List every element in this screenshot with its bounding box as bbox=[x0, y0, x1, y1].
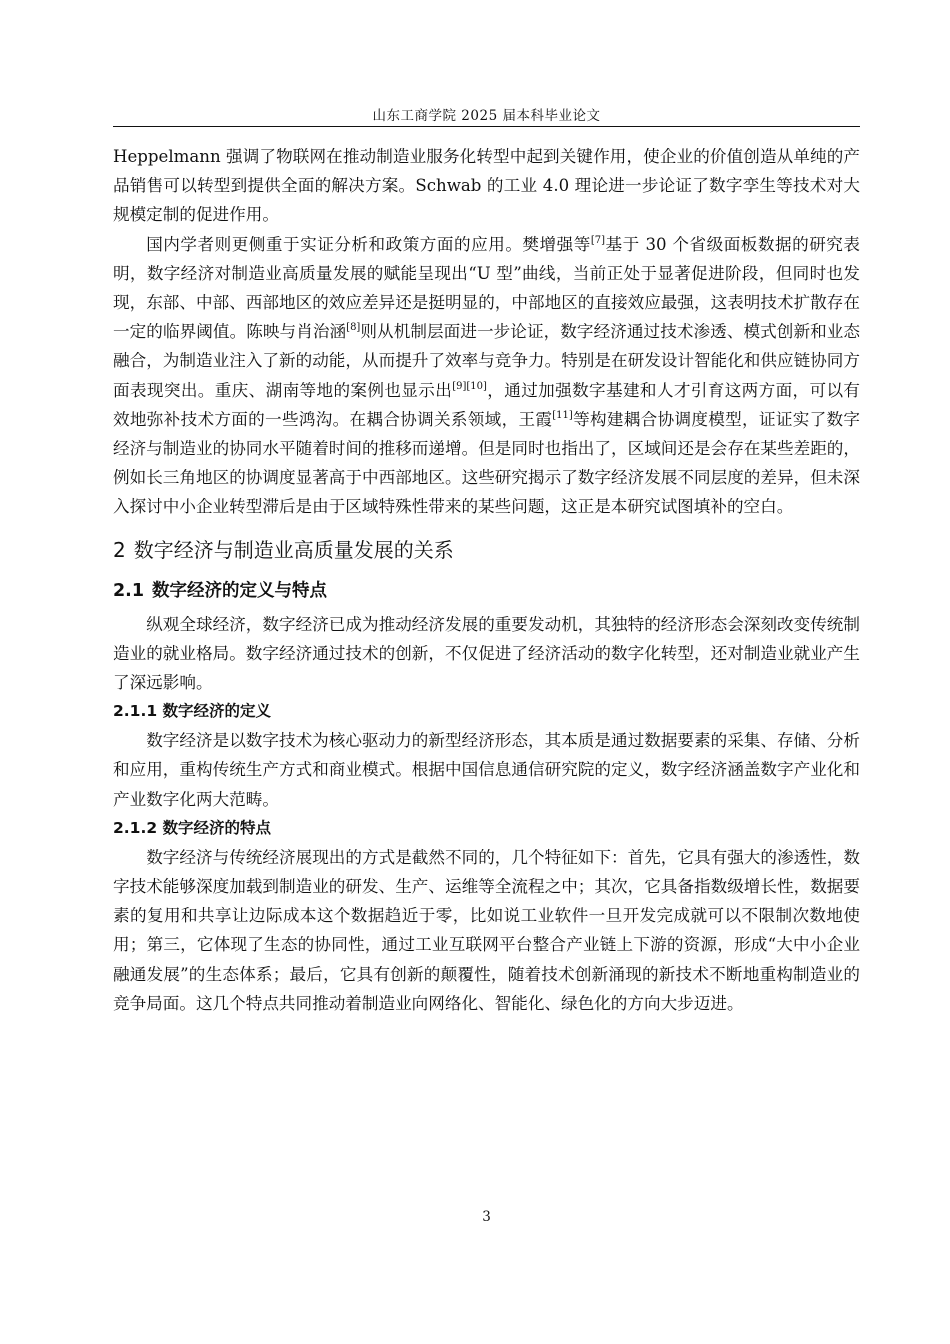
section-title: 数字经济的定义与特点 bbox=[152, 580, 328, 601]
section-2-heading bbox=[113, 530, 860, 570]
section-number: 2 bbox=[113, 537, 126, 562]
section-2-1-heading bbox=[113, 572, 860, 610]
text-run: 等构建耦合协调度模型，证证实了数字经济与制造业的协同水平随着时间的推移而递增。但是同时也指出了，区域间还是会存在某些差距的，例如长三角地区的协调度显著高于中西部地区。这些研究揭示了数字经济发展不同层度的差异，但未深入探讨中小企业转型滞后是由于区域特殊性带来的某些问题，这正是本研究试图填补的空白。 bbox=[113, 409, 861, 517]
text-run: 国内学者则更侧重于实证分析和政策方面的应用。樊增强等 bbox=[146, 234, 591, 254]
text-run: 基于 30 个省级面板数据的研究表明，数字经济对制造业高质量发展的赋能呈现出“U 型”曲线，当前正处于显著促进阶段，但同时也发现，东部、中部、西部地区的效应差异还是挺明显的，中部地区的直接效应最强，这表明技术扩散存在一定的临界阈值。陈映与肖治涵 bbox=[113, 234, 860, 342]
citation-9-10: [9][10] bbox=[452, 380, 487, 392]
text-run: 则从机制层面进一步论证，数字经济通过技术渗透、模式创新和业态融合，为制造业注入了新的动能，从而提升了效率与竞争力。特别是在研发设计智能化和供应链协同方面表现突出。重庆、湖南等地的案例也显示出 bbox=[113, 322, 860, 400]
page-number: 3 bbox=[482, 1209, 491, 1225]
body-content bbox=[113, 142, 860, 1018]
section-number: 2.1 bbox=[113, 580, 145, 601]
section-2-1-2-heading: 2.1.2 数字经济的特点 bbox=[113, 818, 272, 837]
citation-7: [7] bbox=[590, 234, 605, 246]
paragraph-intro-1: Heppelmann 强调了物联网在推动制造业服务化转型中起到关键作用，使企业的价值创造从单纯的产品销售可以转型到提供全面的解决方案。Schwab 的工业 4.0 理论进一步论证了数字孪生等技术对大规模定制的促进作用。 bbox=[113, 147, 860, 225]
citation-11: [11] bbox=[552, 409, 573, 421]
paragraph-2-1-1: 数字经济是以数字技术为核心驱动力的新型经济形态，其本质是通过数据要素的采集、存储、分析和应用，重构传统生产方式和商业模式。根据中国信息通信研究院的定义，数字经济涵盖数字产业化和产业数字化两大范畴。 bbox=[113, 731, 860, 809]
section-2-1-1-heading: 2.1.1 数字经济的定义 bbox=[113, 702, 272, 721]
text-run: ，通过加强数字基建和人才引育这两方面，可以有效地弥补技术方面的一些鸿沟。在耦合协调关系领域，王霞 bbox=[113, 380, 861, 429]
paragraph-2-1-2: 数字经济与传统经济展现出的方式是截然不同的，几个特征如下：首先，它具有强大的渗透性，数字技术能够深度加载到制造业的研发、生产、运维等全流程之中；其次，它具备指数级增长性，数据要素的复用和共享让边际成本这个数据趋近于零，比如说工业软件一旦开发完成就可以不限制次数地使用；第三，它体现了生态的协同性，通过工业互联网平台整合产业链上下游的资源，形成“大中小企业融通发展”的生态体系；最后，它具有创新的颠覆性，随着技术创新涌现的新技术不断地重构制造业的竞争局面。这几个特点共同推动着制造业向网络化、智能化、绿色化的方向大步迈进。 bbox=[113, 847, 860, 1013]
running-header: 山东工商学院 2025 届本科毕业论文 bbox=[372, 108, 601, 124]
header-rule bbox=[113, 126, 860, 127]
section-title: 数字经济与制造业高质量发展的关系 bbox=[133, 537, 454, 562]
paragraph-2-1: 纵观全球经济，数字经济已成为推动经济发展的重要发动机，其独特的经济形态会深刻改变传统制造业的就业格局。数字经济通过技术的创新，不仅促进了经济活动的数字化转型，还对制造业就业产生了深远影响。 bbox=[113, 614, 860, 693]
paragraph-intro-2 bbox=[113, 230, 860, 522]
citation-8: [8] bbox=[346, 322, 361, 334]
